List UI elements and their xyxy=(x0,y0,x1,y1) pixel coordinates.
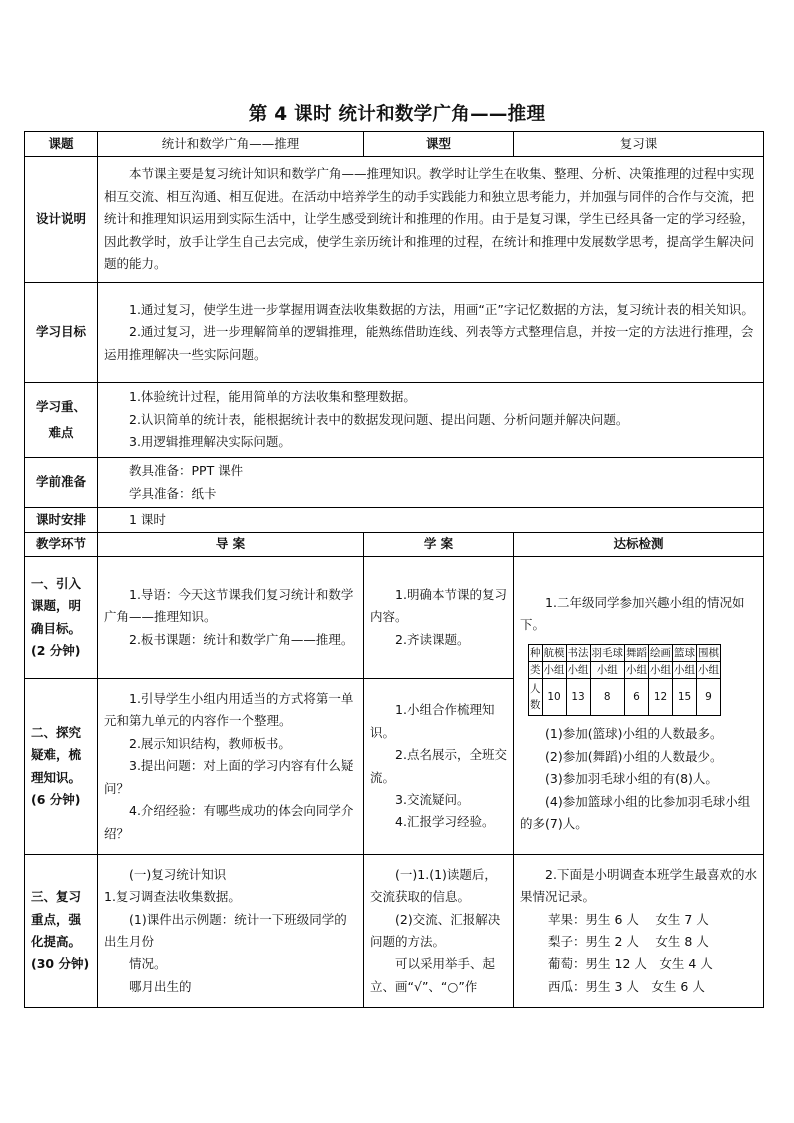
goals-label: 学习目标 xyxy=(25,283,98,383)
stage-1-study xyxy=(364,557,514,679)
fruit-record: 西瓜：男生 3 人 女生 6 人 xyxy=(548,978,705,994)
stage-1-label: 一、引入 课题，明 确目标。 (2 分钟) xyxy=(25,557,98,679)
prep-cell xyxy=(98,458,764,508)
schedule-cell xyxy=(98,508,764,533)
stage-1-row xyxy=(25,557,764,679)
study-item: 1.小组合作梳理知识。 xyxy=(370,702,495,740)
guide-item: 哪月出生的 xyxy=(129,978,192,994)
study-item: 2.齐读课题。 xyxy=(395,631,470,647)
goal-item: 2.通过复习，进一步理解简单的逻辑推理，能熟练借助连线、列表等方式整理信息，并按一定的方法进行推理，会运用推理解决一些实际问题。 xyxy=(104,324,754,362)
check-answer: (3)参加羽毛球小组的有(8)人。 xyxy=(545,771,718,787)
stage-1-guide xyxy=(98,557,364,679)
student-prep: 学具准备：纸卡 xyxy=(129,485,217,501)
study-item: 2.点名展示，全班交流。 xyxy=(370,747,507,785)
goals-cell xyxy=(98,283,764,383)
stage-3-label: 三、复习 重点，强 化提高。 (30 分钟) xyxy=(25,855,98,1008)
design-text: 本节课主要是复习统计知识和数学广角——推理知识。教学时让学生在收集、整理、分析、决策推理的过程中实现相互交流、相互沟通、相互促进。在活动中培养学生的动手实践能力和独立思考能力，并加强与同伴的合作与交流，把统计和推理知识运用到实际生活中，让学生感受到统计和推理的作用。由于是复习课，学生已经具备一定的学习经验，因此教学时，放手让学生自己去完成，使学生亲历统计和推理的过程，在统计和推理中发展数学思考，提高学生解决问题的能力。 xyxy=(104,166,755,272)
schedule-label: 课时安排 xyxy=(25,508,98,533)
topic-row xyxy=(25,132,764,157)
design-row xyxy=(25,157,764,283)
guide-item: 情况。 xyxy=(129,956,167,972)
page-title: 第 4 课时 统计和数学广角——推理 xyxy=(248,104,546,125)
fruit-record: 梨子：男生 2 人 女生 8 人 xyxy=(548,934,709,949)
check-header: 达标检测 xyxy=(514,533,764,557)
guide-item: 1.引导学生小组内用适当的方式将第一单元和第九单元的内容作一个整理。 xyxy=(104,691,354,729)
study-item: 4.汇报学习经验。 xyxy=(395,814,495,830)
study-item: 1.明确本节课的复习内容。 xyxy=(370,586,507,625)
check-answer: (2)参加(舞蹈)小组的人数最少。 xyxy=(545,748,723,764)
study-item: (一)1.(1)读题后，交流获取的信息。 xyxy=(370,866,497,905)
design-text-cell xyxy=(98,157,764,283)
check-cell-2 xyxy=(514,855,764,1008)
guide-item: 1.复习调查法收集数据。 xyxy=(104,889,241,905)
guide-item: 1.导语：今天这节课我们复习统计和数学广角——推理知识。 xyxy=(104,586,354,625)
topic-value: 统计和数学广角——推理 xyxy=(98,132,364,157)
key-points-row xyxy=(25,383,764,458)
study-item: 3.交流疑问。 xyxy=(395,791,470,807)
study-item: 可以采用举手、起立、画“√”、“○”作 xyxy=(370,956,496,994)
check-answer: (1)参加(篮球)小组的人数最多。 xyxy=(545,726,723,742)
check-intro: 1.二年级同学参加兴趣小组的情况如下。 xyxy=(520,594,745,632)
goals-row xyxy=(25,283,764,383)
interest-table-header-row-2: 类 小组 小组 小组 小组 小组 小组 小组 xyxy=(529,662,721,679)
schedule-value: 1 课时 xyxy=(129,511,166,527)
guide-item: 2.展示知识结构，教师板书。 xyxy=(129,735,291,751)
study-item: (2)交流、汇报解决问题的方法。 xyxy=(370,911,501,949)
key-point-item: 1.体验统计过程，能用简单的方法收集和整理数据。 xyxy=(129,389,416,405)
stage-3-guide xyxy=(98,855,364,1008)
guide-header: 导 案 xyxy=(98,533,364,557)
guide-item: 4.介绍经验：有哪些成功的体会向同学介绍？ xyxy=(104,803,354,841)
guide-section: (一)复习统计知识 xyxy=(129,866,227,882)
stage-3-study xyxy=(364,855,514,1008)
stage-2-label: 二、探究 疑难，梳 理知识。 (6 分钟) xyxy=(25,679,98,855)
key-point-item: 3.用逻辑推理解决实际问题。 xyxy=(129,434,291,450)
key-points-label: 学习重、 难点 xyxy=(25,383,98,458)
type-label: 课型 xyxy=(364,132,514,157)
stage-2-study xyxy=(364,679,514,855)
guide-item: 2.板书课题：统计和数学广角——推理。 xyxy=(129,631,354,647)
type-value: 复习课 xyxy=(514,132,764,157)
check-cell-1 xyxy=(514,557,764,855)
check-intro-2: 2.下面是小明调查本班学生最喜欢的水果情况记录。 xyxy=(520,866,757,905)
key-points-cell xyxy=(98,383,764,458)
lesson-plan-table xyxy=(24,131,764,1008)
teacher-prep: 教具准备：PPT 课件 xyxy=(129,463,244,479)
key-point-item: 2.认识简单的统计表，能根据统计表中的数据发现问题、提出问题、分析问题并解决问题。 xyxy=(129,411,629,427)
design-label: 设计说明 xyxy=(25,157,98,283)
study-header: 学 案 xyxy=(364,533,514,557)
fruit-record: 苹果：男生 6 人 女生 7 人 xyxy=(548,911,709,927)
goal-item: 1.通过复习，使学生进一步掌握用调查法收集数据的方法，用画“正”字记忆数据的方法，复习统计表的相关知识。 xyxy=(129,301,754,317)
interest-group-table xyxy=(528,644,721,716)
guide-item: (1)课件出示例题：统计一下班级同学的出生月份 xyxy=(104,911,347,949)
fruit-record: 葡萄：男生 12 人 女生 4 人 xyxy=(548,956,713,972)
interest-table-values-row: 人 数 10 13 8 6 12 15 9 xyxy=(529,679,721,716)
prep-label: 学前准备 xyxy=(25,458,98,508)
interest-table-header-row: 种 航模 书法 羽毛球 舞蹈 绘画 篮球 围棋 xyxy=(529,645,721,662)
guide-item: 3.提出问题：对上面的学习内容有什么疑问？ xyxy=(104,758,354,796)
topic-label: 课题 xyxy=(25,132,98,157)
stage-header: 教学环节 xyxy=(25,533,98,557)
stage-2-guide xyxy=(98,679,364,855)
column-header-row xyxy=(25,533,764,557)
stage-3-row xyxy=(25,855,764,1008)
check-answer: (4)参加篮球小组的比参加羽毛球小组的多(7)人。 xyxy=(520,793,751,832)
prep-row xyxy=(25,458,764,508)
schedule-row xyxy=(25,508,764,533)
